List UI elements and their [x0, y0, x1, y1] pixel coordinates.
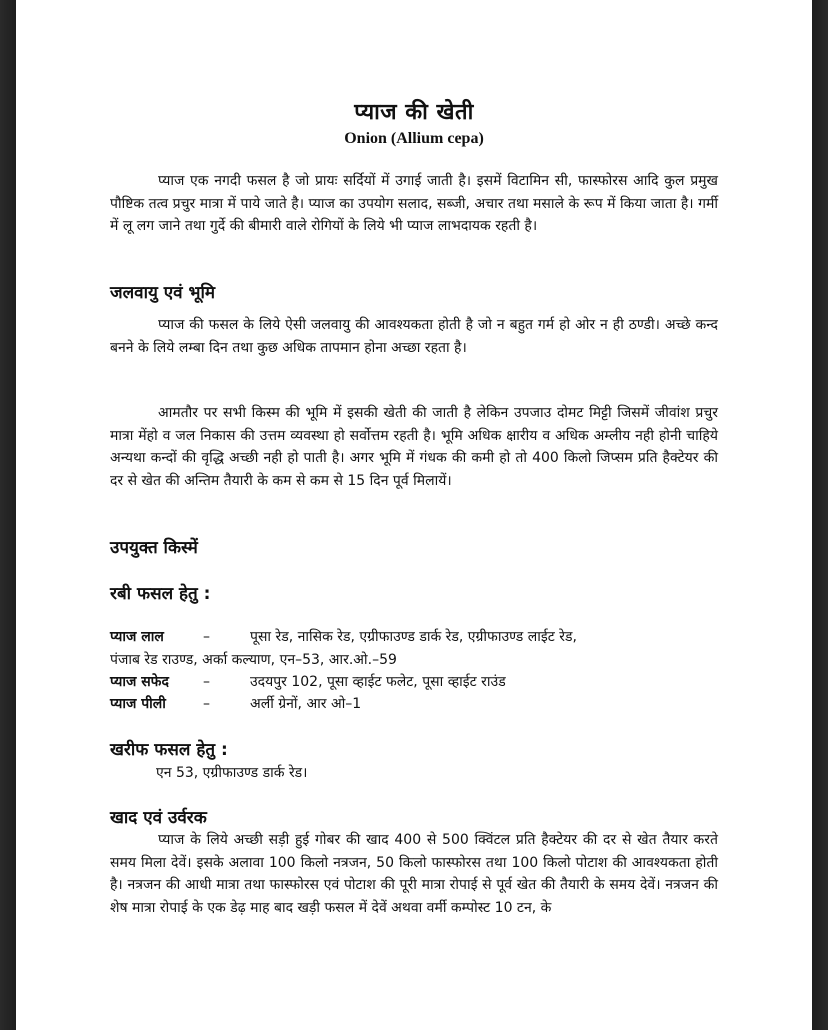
kharif-varieties: एन 53, एग्रीफाउण्ड डार्क रेड।: [156, 765, 308, 781]
variety-continuation: पंजाब रेड राउण्ड, अर्का कल्याण, एन–53, आर.ओ.–59: [110, 651, 397, 668]
variety-value: उदयपुर 102, पूसा व्हाईट फलेट, पूसा व्हाईट राउंड: [250, 674, 506, 690]
variety-row: [110, 671, 718, 694]
fertilizer-heading: खाद एवं उर्वरक: [110, 808, 207, 828]
variety-name: प्याज लाल: [110, 629, 164, 645]
soil-paragraph: आमतौर पर सभी किस्म की भूमि में इसकी खेती की जाती है लेकिन उपजाउ दोमट मिट्टी जिसमें जीवांश प्रचुर मात्रा मेंहो व जल निकास की उत्तम व्यवस्था हो सर्वोत्तम रहती है। भूमि अधिक क्षारीय व अधिक अम्लीय नही होनी चाहिये अन्यथा कन्दों की वृद्धि अच्छी नही हो पाती है। अगर भूमि में गंधक की कमी हो तो 400 किलो जिप्सम प्रति हैक्टेयर की दर से खेत की अन्तिम तैयारी के कम से कम से 15 दिन पूर्व मिलायें।: [110, 405, 718, 489]
variety-value: पूसा रेड, नासिक रेड, एग्रीफाउण्ड डार्क रेड, एग्रीफाउण्ड लाईट रेड,: [250, 629, 577, 645]
variety-row: [110, 626, 718, 671]
varieties-heading: उपयुक्त किस्में: [110, 538, 198, 558]
intro-paragraph: प्याज एक नगदी फसल है जो प्रायः सर्दियों में उगाई जाती है। इसमें विटामिन सी, फास्फोरस आदि कुल प्रमुख पौष्टिक तत्व प्रचुर मात्रा में पाये जाते है। प्याज का उपयोग सलाद, सब्जी, अचार तथा मसाले के रूप में किया जाता है। गर्मी में लू लग जाने तथा गुर्दे की बीमारी वाले रोगियों के लिये भी प्याज लाभदायक रहती है।: [110, 173, 718, 234]
variety-value: अर्ली ग्रेनों, आर ओ–1: [250, 696, 362, 712]
page-subtitle: Onion (Allium cepa): [344, 130, 484, 147]
page-title: प्याज की खेती: [354, 100, 474, 125]
climate-paragraph: प्याज की फसल के लिये ऐसी जलवायु की आवश्यकता होती है जो न बहुत गर्म हो ओर न ही ठण्डी। अच्छे कन्द बनने के लिये लम्बा दिन तथा कुछ अधिक तापमान होना अच्छा रहता है।: [110, 317, 718, 356]
variety-name: प्याज पीली: [110, 696, 166, 712]
variety-row: [110, 693, 718, 716]
kharif-heading: खरीफ फसल हेतु :: [110, 740, 228, 760]
fertilizer-paragraph: प्याज के लिये अच्छी सड़ी हुई गोबर की खाद 400 से 500 क्विंटल प्रति हैक्टेयर की दर से खेत तैयार करते समय मिला देवें। इसके अलावा 100 किलो नत्रजन, 50 किलो फास्फोरस तथा 100 किलो पोटाश की आवश्यकता होती है। नत्रजन की आधी मात्रा तथा फास्फोरस एवं पोटाश की पूरी मात्रा रोपाई से पूर्व खेत की तैयारी के समय देवें। नत्रजन की शेष मात्रा रोपाई के एक डेढ़ माह बाद खड़ी फसल में देवें अथवा वर्मी कम्पोस्ट 10 टन, के: [110, 832, 718, 916]
rabi-heading: रबी फसल हेतु :: [110, 584, 211, 604]
variety-dash: –: [203, 696, 210, 712]
climate-heading: जलवायु एवं भूमि: [110, 283, 216, 303]
document-page: [16, 0, 812, 1030]
variety-dash: –: [203, 674, 210, 690]
variety-name: प्याज सफेद: [110, 674, 169, 690]
variety-dash: –: [203, 629, 210, 645]
